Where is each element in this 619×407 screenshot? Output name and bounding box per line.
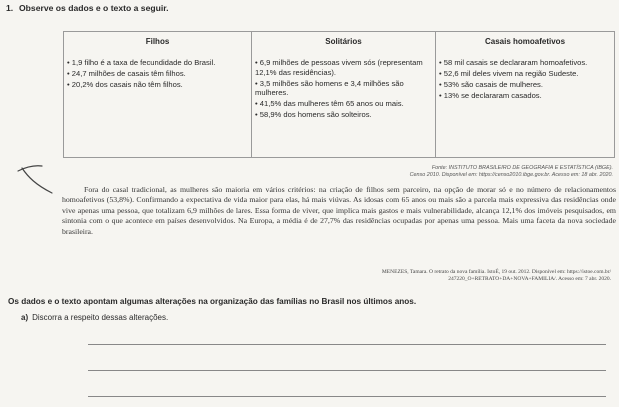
table-item: • 52,6 mil deles vivem na região Sudeste. <box>439 69 579 79</box>
table-item: • 20,2% dos casais não têm filhos. <box>67 80 183 90</box>
table-item: • 58 mil casais se declararam homoafetivos. <box>439 58 588 67</box>
question-number: 1. <box>6 3 14 13</box>
reference-line: 247220_O+RETRATO+DA+NOVA+FAMILIA/. Acesso em: 7 abr. 2020. <box>448 276 611 282</box>
subquestion-letter: a) <box>21 313 29 322</box>
answer-line[interactable] <box>88 370 606 371</box>
text-passage <box>62 185 616 237</box>
source-citation <box>283 165 613 179</box>
question-stem: Os dados e o texto apontam algumas alterações na organização das famílias no Brasil nos últimos anos. <box>8 297 417 306</box>
reference-citation <box>311 269 611 283</box>
answer-line[interactable] <box>88 344 606 345</box>
question-title: Observe os dados e o texto a seguir. <box>19 3 169 13</box>
subquestion-text: Discorra a respeito dessas alterações. <box>32 313 169 322</box>
table-item: • 13% se declararam casados. <box>439 91 542 101</box>
column-header: Filhos <box>145 37 170 46</box>
data-table <box>63 31 615 158</box>
column-filhos <box>64 32 252 157</box>
column-header: Casais homoafetivos <box>484 37 566 46</box>
pen-scribble-icon <box>12 157 60 197</box>
subquestion-a <box>21 313 168 322</box>
column-header: Solitários <box>325 37 362 46</box>
source-line: Fonte: INSTITUTO BRASILEIRO DE GEOGRAFIA E ESTATÍSTICA (IBGE). <box>431 165 613 171</box>
answer-line[interactable] <box>88 396 606 397</box>
table-item: • 58,9% dos homens são solteiros. <box>255 110 372 120</box>
reference-line: MENEZES, Tamara. O retrato da nova família. IstoÉ, 19 out. 2012. Disponível em: https://istoe.com.br/ <box>381 269 611 275</box>
table-item: • 1,9 filho é a taxa de fecundidade do Brasil. <box>67 58 216 67</box>
source-line: Censo 2010. Disponível em: https://censo2010.ibge.gov.br. Acesso em: 18 abr. 2020. <box>409 172 613 178</box>
table-item: • 6,9 milhões de pessoas vivem sós (representam 12,1% das residências). <box>255 58 423 77</box>
table-item: • 41,5% das mulheres têm 65 anos ou mais. <box>255 99 404 109</box>
column-casais-homoafetivos <box>436 32 614 157</box>
table-item: • 24,7 milhões de casais têm filhos. <box>67 69 186 79</box>
passage-paragraph: Fora do casal tradicional, as mulheres são maioria em vários critérios: na criação de filhos sem parceiro, na opção de morar só e no número de relacionamentos homoafetivos (53,8%). Confirmando a expectativa de vida maior para elas, há mais viúvas. As idosas com 65 anos ou mais são a parcela mais expressiva das residências onde vive apenas uma pessoa, que totalizam 6,9 milhões de lares. Essa forma de viver, que implica mais gastos e mais vulnerabilidade, alcança 12,1% dos imóveis pesquisados, em sintonia com o que acontece em países desenvolvidos. Na Europa, a média é de 27,7% das residências ocupadas por apenas uma pessoa. Mais uma faceta da nova sociedade brasileira. <box>62 185 616 236</box>
column-solitarios <box>252 32 436 157</box>
table-item: • 53% são casais de mulheres. <box>439 80 543 90</box>
table-item: • 3,5 milhões são homens e 3,4 milhões são mulheres. <box>255 78 404 98</box>
